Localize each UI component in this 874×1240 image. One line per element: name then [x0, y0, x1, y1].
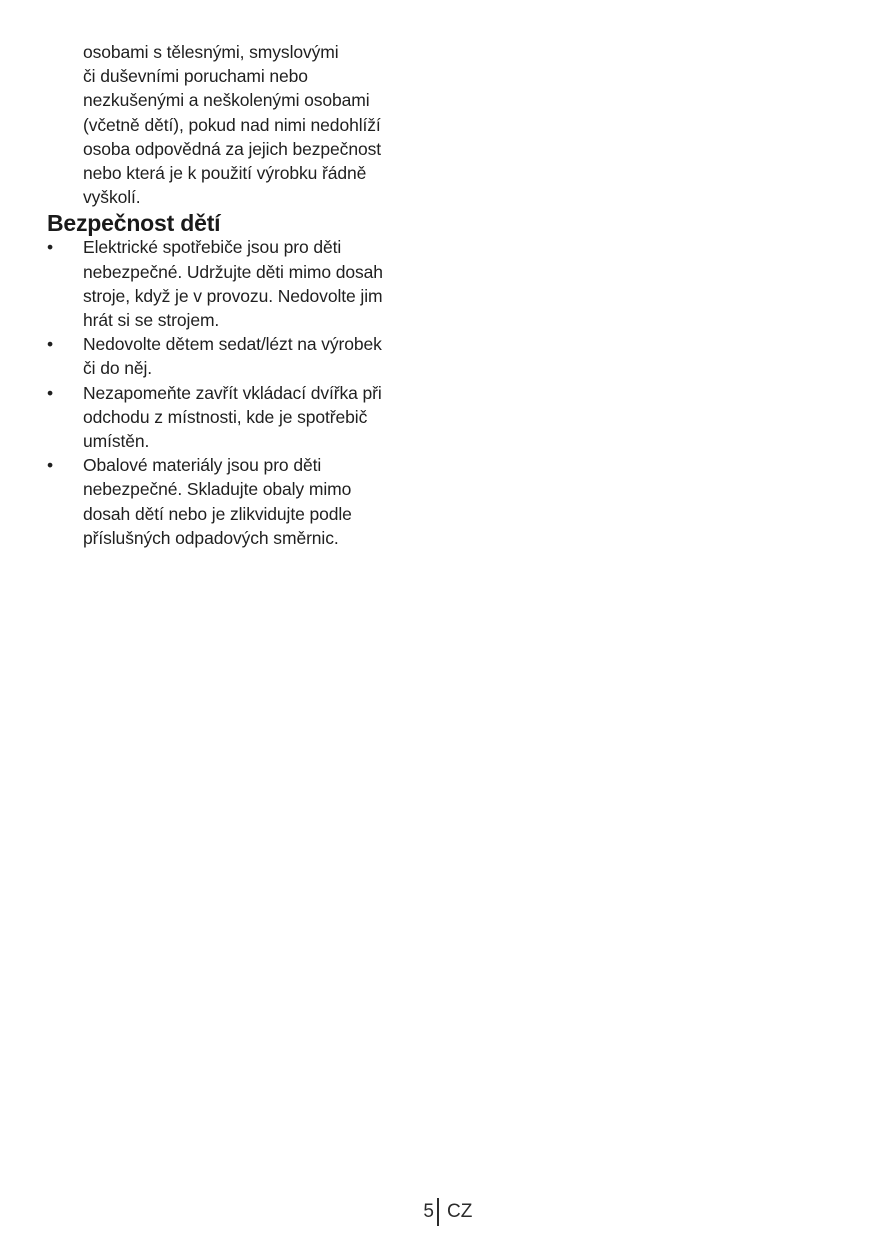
bullet-line: Nezapomeňte zavřít vkládací dvířka při — [83, 382, 382, 403]
intro-line: (včetně dětí), pokud nad nimi nedohlíží — [83, 114, 381, 135]
bullet-line: nebezpečné. Udržujte děti mimo dosah — [83, 261, 383, 282]
intro-line: vyškolí. — [83, 187, 141, 208]
bullet-line: Obalové materiály jsou pro děti — [83, 455, 322, 476]
bullet-list — [47, 235, 427, 550]
intro-paragraph — [47, 40, 427, 209]
intro-line: osobami s tělesnými, smyslovými — [83, 42, 339, 62]
text-column — [47, 40, 427, 550]
language-code: CZ — [447, 1201, 473, 1222]
bullet-line: příslušných odpadových směrnic. — [83, 527, 339, 548]
bullet-icon: • — [47, 382, 54, 403]
bullet-item — [47, 332, 427, 380]
intro-line: nezkušenými a neškolenými osobami — [83, 90, 370, 111]
bullet-line: nebezpečné. Skladujte obaly mimo — [83, 479, 352, 500]
intro-line: osoba odpovědná za jejich bezpečnost — [83, 138, 382, 159]
bullet-line: umístěn. — [83, 431, 150, 452]
page-number: 5 — [423, 1201, 434, 1222]
intro-line: nebo která je k použití výrobku řádně — [83, 163, 367, 184]
bullet-line: stroje, když je v provozu. Nedovolte jim — [83, 285, 383, 306]
bullet-line: Nedovolte dětem sedat/lézt na výrobek — [83, 334, 382, 355]
bullet-line: dosah dětí nebo je zlikvidujte podle — [83, 503, 352, 524]
bullet-icon: • — [47, 334, 54, 355]
bullet-item — [47, 453, 427, 550]
bullet-item — [47, 235, 427, 332]
bullet-item — [47, 381, 427, 454]
bullet-line: či do něj. — [83, 358, 153, 379]
bullet-line: odchodu z místnosti, kde je spotřebič — [83, 406, 368, 427]
bullet-icon: • — [47, 455, 54, 476]
bullet-line: hrát si se strojem. — [83, 310, 220, 331]
intro-line: či duševními poruchami nebo — [83, 66, 308, 87]
footer-separator — [437, 1198, 439, 1226]
bullet-line: Elektrické spotřebiče jsou pro děti — [83, 237, 342, 258]
page-footer — [0, 1198, 874, 1226]
bullet-icon: • — [47, 237, 54, 258]
section-heading: Bezpečnost dětí — [47, 210, 221, 237]
